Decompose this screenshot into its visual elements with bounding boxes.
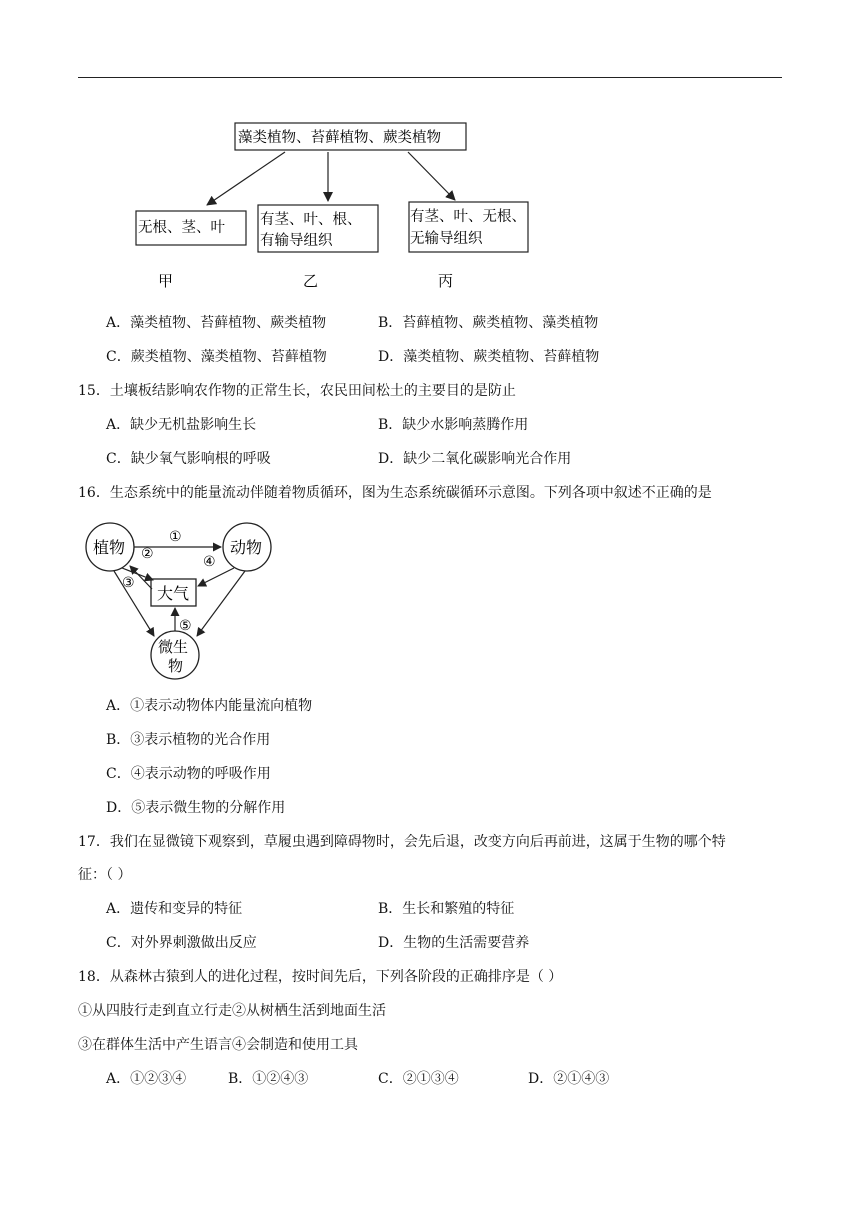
arrow-label-3: ③ [122, 575, 135, 591]
q18-line3: ③在群体生活中产生语言④会制造和使用工具 [78, 1037, 358, 1053]
q15-option-a: A．缺少无机盐影响生长 [106, 417, 257, 433]
q18-option-a: A．①②③④ [106, 1071, 187, 1087]
q15-option-d: D．缺少二氧化碳影响光合作用 [378, 451, 572, 467]
plant-classification-diagram [0, 0, 860, 300]
q14-option-c: C．蕨类植物、藻类植物、苔藓植物 [106, 349, 327, 365]
q15-stem: 15．土壤板结影响农作物的正常生长，农民田间松土的主要目的是防止 [78, 383, 516, 399]
q16-stem: 16．生态系统中的能量流动伴随着物质循环，图为生态系统碳循环示意图。下列各项中叙述不正确的是 [78, 485, 712, 501]
arrow-label-5: ⑤ [179, 618, 192, 634]
arrow-label-1: ① [169, 529, 182, 545]
carbon-cycle-diagram [80, 518, 300, 683]
q17-option-d: D．生物的生活需要营养 [378, 935, 530, 951]
q15-option-b: B．缺少水影响蒸腾作用 [378, 417, 529, 433]
q15-option-c: C．缺少氧气影响根的呼吸 [106, 451, 271, 467]
q18-option-b: B．①②④③ [228, 1071, 309, 1087]
q14-option-a: A．藻类植物、苔藓植物、蕨类植物 [106, 315, 327, 331]
q18-option-d: D．②①④③ [528, 1071, 610, 1087]
box-yi-text-2: 有输导组织 [260, 233, 333, 249]
q17-stem-line1: 17．我们在显微镜下观察到，草履虫遇到障碍物时，会先后退，改变方向后再前进，这属于生物的哪个特 [78, 834, 726, 850]
arrow-label-4: ④ [203, 554, 216, 570]
top-box-text: 藻类植物、苔藓植物、蕨类植物 [238, 130, 441, 146]
q17-stem-line2: 征：（ ） [78, 867, 132, 883]
q18-line2: ①从四肢行走到直立行走②从树栖生活到地面生活 [78, 1003, 386, 1019]
box-bing-text-2: 无输导组织 [410, 231, 483, 247]
q18-stem: 18．从森林古猿到人的进化过程，按时间先后，下列各阶段的正确排序是（ ） [78, 969, 563, 985]
q16-option-d: D．⑤表示微生物的分解作用 [106, 800, 286, 816]
q16-option-a: A．①表示动物体内能量流向植物 [106, 698, 313, 714]
animal-label: 动物 [230, 538, 263, 557]
label-bing: 丙 [438, 272, 454, 290]
q17-option-a: A．遗传和变异的特征 [106, 901, 243, 917]
q14-option-d: D．藻类植物、蕨类植物、苔藓植物 [378, 349, 600, 365]
box-bing-text-1: 有茎、叶、无根、 [410, 209, 526, 225]
q14-option-b: B．苔藓植物、蕨类植物、藻类植物 [378, 315, 599, 331]
box-jia-text: 无根、茎、叶 [138, 220, 225, 236]
microbe-label-1: 微生 [158, 638, 189, 656]
label-jia: 甲 [158, 272, 174, 290]
q18-option-c: C．②①③④ [378, 1071, 459, 1087]
q17-option-c: C．对外界刺激做出反应 [106, 935, 257, 951]
plant-label: 植物 [93, 538, 126, 557]
q16-option-b: B．③表示植物的光合作用 [106, 732, 271, 748]
microbe-label-2: 物 [168, 657, 184, 675]
arrow-label-2: ② [141, 546, 154, 562]
label-yi: 乙 [303, 272, 319, 290]
q17-option-b: B．生长和繁殖的特征 [378, 901, 515, 917]
atmosphere-label: 大气 [157, 584, 190, 603]
box-yi-text-1: 有茎、叶、根、 [260, 212, 362, 228]
q16-option-c: C．④表示动物的呼吸作用 [106, 766, 271, 782]
